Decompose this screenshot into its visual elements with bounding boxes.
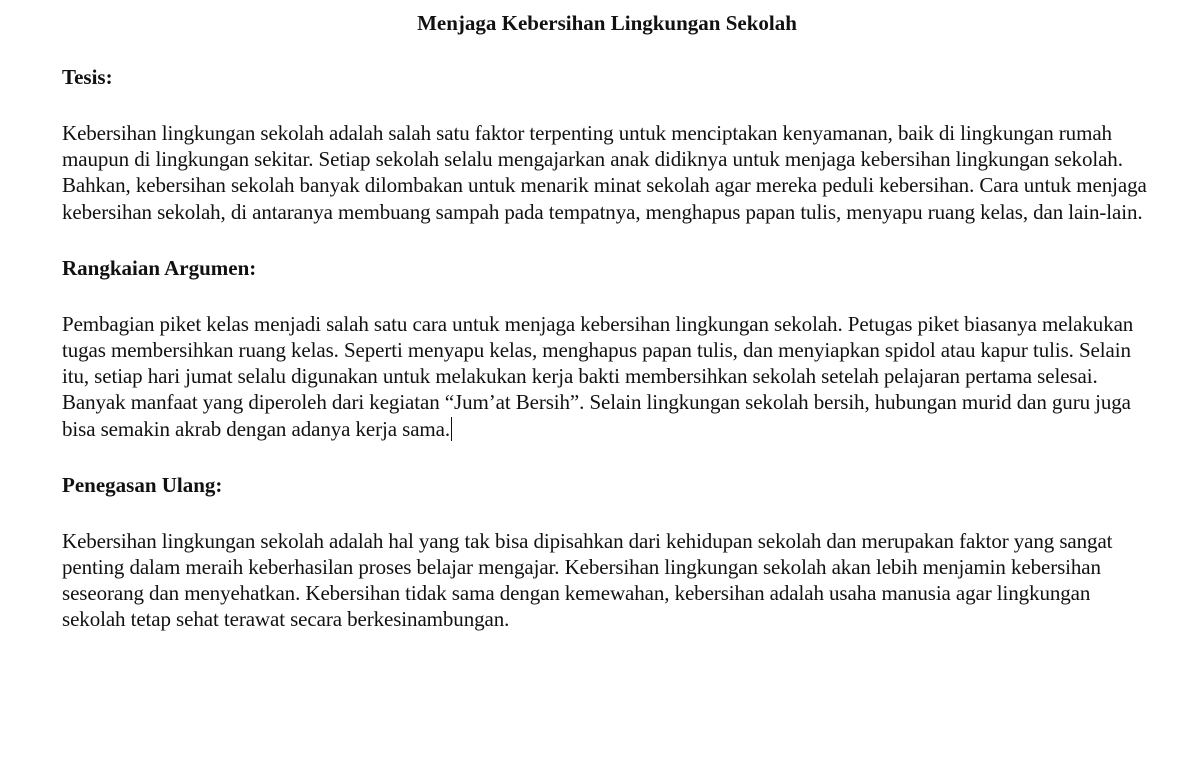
text-cursor: [451, 417, 452, 441]
section-heading-tesis: Tesis:: [62, 65, 113, 89]
section-body-penegasan-ulang: Kebersihan lingkungan sekolah adalah hal yang tak bisa dipisahkan dari kehidupan sekolah dan merupakan faktor yang sangat penting dalam meraih keberhasilan proses belajar mengajar. Kebersihan lingkungan sekolah akan lebih menjamin kebersihan seseorang dan menyehatkan. Kebersihan tidak sama dengan kemewahan, kebersihan adalah usaha manusia agar lingkungan sekolah tetap sehat terawat secara berkesinambungan.: [62, 528, 1113, 632]
section-heading-rangkaian-argumen: Rangkaian Argumen:: [62, 255, 257, 280]
section-body-tesis: Kebersihan lingkungan sekolah adalah salah satu faktor terpenting untuk menciptakan kenyamanan, baik di lingkungan rumah maupun di lingkungan sekitar. Setiap sekolah selalu mengajarkan anak didiknya untuk menjaga kebersihan lingkungan sekolah. Bahkan, kebersihan sekolah banyak dilombakan untuk menarik minat sekolah agar mereka peduli kebersihan. Cara untuk menjaga kebersihan sekolah, di antaranya membuang sampah pada tempatnya, menghapus papan tulis, menyapu ruang kelas, dan lain-lain.: [62, 121, 1147, 224]
section-body-rangkaian-argumen-text: Pembagian piket kelas menjadi salah satu cara untuk menjaga kebersihan lingkungan sekolah. Petugas piket biasanya melakukan tugas membersihkan ruang kelas. Seperti menyapu kelas, menghapus papan tulis, dan menyiapkan spidol atau kapur tulis. Selain itu, setiap hari jumat selalu digunakan untuk melakukan kerja bakti membersihkan sekolah setelah pelajaran pertama selesai. Banyak manfaat yang diperoleh dari kegiatan “Jum’at Bersih”. Selain lingkungan sekolah bersih, hubungan murid dan guru juga bisa semakin akrab dengan adanya kerja sama.: [62, 311, 1134, 441]
section-body-rangkaian-argumen: [62, 311, 1152, 442]
section-heading-penegasan-ulang: Penegasan Ulang:: [62, 472, 223, 497]
document-title: Menjaga Kebersihan Lingkungan Sekolah: [417, 11, 797, 35]
